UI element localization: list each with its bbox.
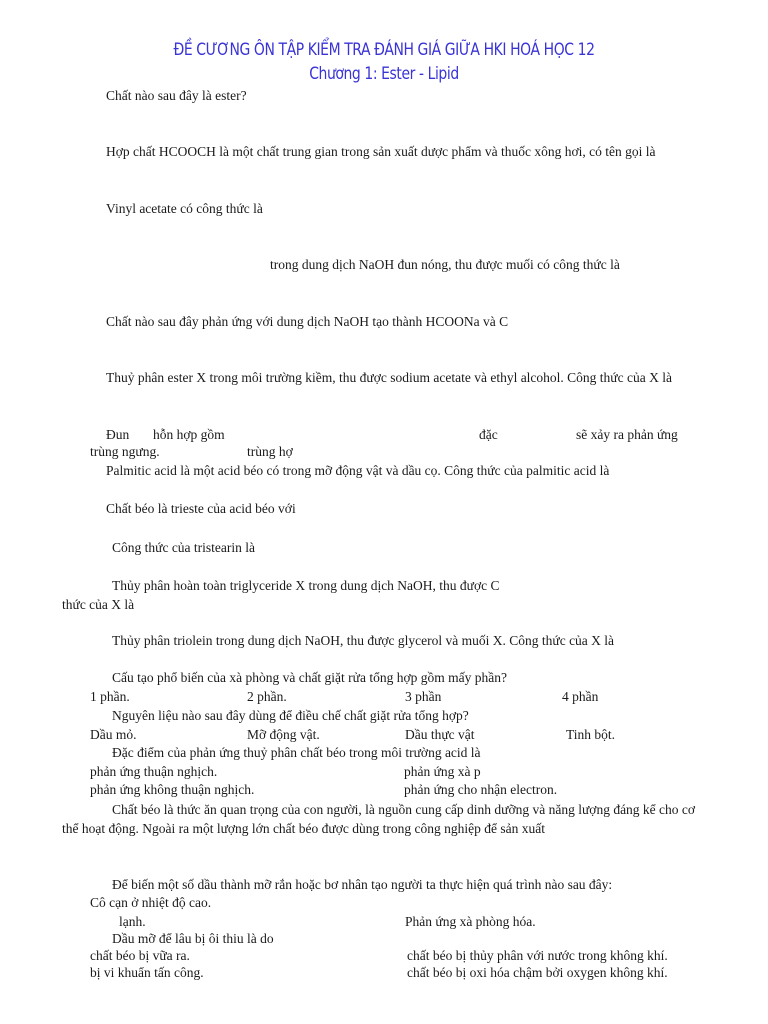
question-line: trong dung dịch NaOH đun nóng, thu được muối có công thức là xyxy=(270,257,620,272)
question-line: Công thức của tristearin là xyxy=(112,540,256,555)
answer-option: phản ứng không thuận nghịch. xyxy=(90,782,255,797)
question-line: Dầu mỡ để lâu bị ôi thiu là do xyxy=(112,931,274,946)
answer-option: Dầu thực vật xyxy=(405,727,475,742)
answer-option: 3 phần xyxy=(405,689,442,704)
answer-option: bị vi khuẩn tấn công. xyxy=(90,965,204,980)
answer-option: Tinh bột. xyxy=(566,727,616,742)
answer-option: trùng ngưng. xyxy=(90,444,160,459)
question-line: Để biến một số dầu thành mỡ rắn hoặc bơ nhân tạo người ta thực hiện quá trình nào sau đây: xyxy=(112,877,613,892)
answer-option: trùng hợ xyxy=(247,444,293,459)
chapter-subtitle: Chương 1: Ester - Lipid xyxy=(309,64,459,84)
question-line: Palmitic acid là một acid béo có trong mỡ động vật và dầu cọ. Công thức của palmitic acid là xyxy=(106,463,610,478)
question-line: Thủy phân hoàn toàn triglyceride X trong dung dịch NaOH, thu được C xyxy=(112,578,500,593)
answer-option: phản ứng xà p xyxy=(404,764,481,779)
answer-option: 2 phần. xyxy=(247,689,287,704)
question-line: Vinyl acetate có công thức là xyxy=(106,201,263,216)
answer-option: Phản ứng xà phòng hóa. xyxy=(405,914,536,929)
question-fragment: hỗn hợp gồm xyxy=(153,427,225,442)
question-line: Chất béo là trieste của acid béo với xyxy=(106,501,296,516)
document-title: ĐỀ CƯƠNG ÔN TẬP KIỂM TRA ĐÁNH GIÁ GIỮA HKI HOÁ HỌC 12 xyxy=(173,40,595,60)
question-line: Chất nào sau đây là ester? xyxy=(106,88,247,103)
question-fragment: đặc xyxy=(479,427,498,442)
question-line: Hợp chất HCOOCH là một chất trung gian trong sản xuất dược phẩm và thuốc xông hơi, có tên gọi là xyxy=(106,144,656,159)
question-line: Chất béo là thức ăn quan trọng của con người, là nguồn cung cấp dinh dưỡng và năng lượng đáng kể cho cơ xyxy=(112,802,696,817)
answer-option: phản ứng thuận nghịch. xyxy=(90,764,218,779)
question-fragment: Đun xyxy=(106,427,130,442)
answer-option: lạnh. xyxy=(119,914,146,929)
answer-option: 1 phần. xyxy=(90,689,130,704)
answer-option: Dầu mỏ. xyxy=(90,727,137,742)
answer-option: chất béo bị oxi hóa chậm bởi oxygen không khí. xyxy=(407,965,668,980)
question-fragment: sẽ xảy ra phản ứng xyxy=(576,427,678,442)
answer-option: chất béo bị thủy phân với nước trong không khí. xyxy=(407,948,668,963)
answer-option: phản ứng cho nhận electron. xyxy=(404,782,558,797)
question-line: Thủy phân triolein trong dung dịch NaOH, thu được glycerol và muối X. Công thức của X là xyxy=(112,633,615,648)
answer-option: Mỡ động vật. xyxy=(247,727,320,742)
question-line: Chất nào sau đây phản ứng với dung dịch NaOH tạo thành HCOONa và C xyxy=(106,314,509,329)
question-line: Thuỷ phân ester X trong môi trường kiềm, thu được sodium acetate và ethyl alcohol. Công thức của X là xyxy=(106,370,672,385)
question-line: Đặc điểm của phản ứng thuỷ phân chất béo trong môi trường acid là xyxy=(112,745,481,760)
answer-option: chất béo bị vữa ra. xyxy=(90,948,190,963)
answer-option: Cô cạn ở nhiệt độ cao. xyxy=(90,895,212,910)
question-line: Nguyên liệu nào sau đây dùng để điều chế chất giặt rửa tổng hợp? xyxy=(112,708,469,723)
answer-option: 4 phần xyxy=(562,689,599,704)
question-line: thức của X là xyxy=(62,597,135,612)
question-line: thể hoạt động. Ngoài ra một lượng lớn chất béo được dùng trong công nghiệp để sản xuất xyxy=(62,821,545,836)
question-line: Cấu tạo phổ biến của xà phòng và chất giặt rửa tổng hợp gồm mấy phần? xyxy=(112,670,507,685)
